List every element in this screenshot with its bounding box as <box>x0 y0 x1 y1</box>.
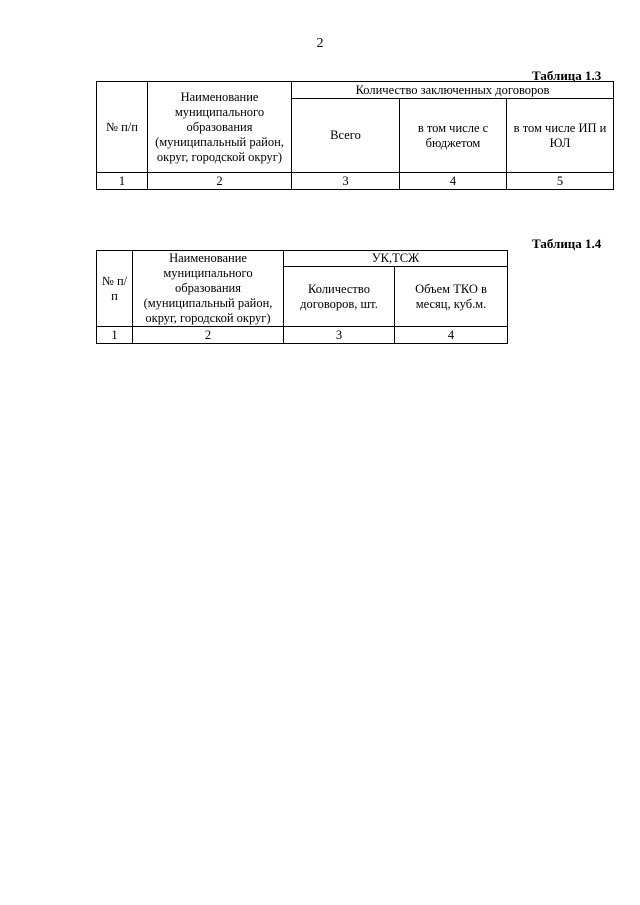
table-1-4-header-number: № п/п <box>97 251 133 327</box>
table-1-3-index-cell: 5 <box>507 173 614 190</box>
table-1-3-header-name: Наименование муниципального образования (муниципальный район, округ, городской округ) <box>148 82 292 173</box>
table-1-4-index-cell: 2 <box>133 327 284 344</box>
table-1-4 <box>96 250 508 344</box>
table-1-4-caption: Таблица 1.4 <box>532 236 602 251</box>
table-1-3-index-cell: 2 <box>148 173 292 190</box>
table-1-4-header-group: УК,ТСЖ <box>284 251 508 267</box>
table-1-3-index-cell: 1 <box>97 173 148 190</box>
table-1-3-index-cell: 4 <box>400 173 507 190</box>
page-number: 2 <box>316 36 324 51</box>
table-1-4-header-count: Количество договоров, шт. <box>284 267 395 327</box>
table-1-4-index-cell: 4 <box>395 327 508 344</box>
table-1-3-header-budget: в том числе с бюджетом <box>400 99 507 173</box>
table-1-3-index-cell: 3 <box>292 173 400 190</box>
table-1-3 <box>96 81 614 190</box>
table-1-3-header-number: № п/п <box>97 82 148 173</box>
table-1-3-caption: Таблица 1.3 <box>532 68 602 83</box>
table-1-3-header-group: Количество заключенных договоров <box>292 82 614 99</box>
table-1-3-header-ip-ul: в том числе ИП и ЮЛ <box>507 99 614 173</box>
table-1-4-header-volume: Объем ТКО в месяц, куб.м. <box>395 267 508 327</box>
table-1-4-index-cell: 1 <box>97 327 133 344</box>
table-1-4-index-cell: 3 <box>284 327 395 344</box>
table-1-4-header-name: Наименование муниципального образования (муниципальный район, округ, городской округ) <box>133 251 284 327</box>
table-1-3-header-total: Всего <box>292 99 400 173</box>
